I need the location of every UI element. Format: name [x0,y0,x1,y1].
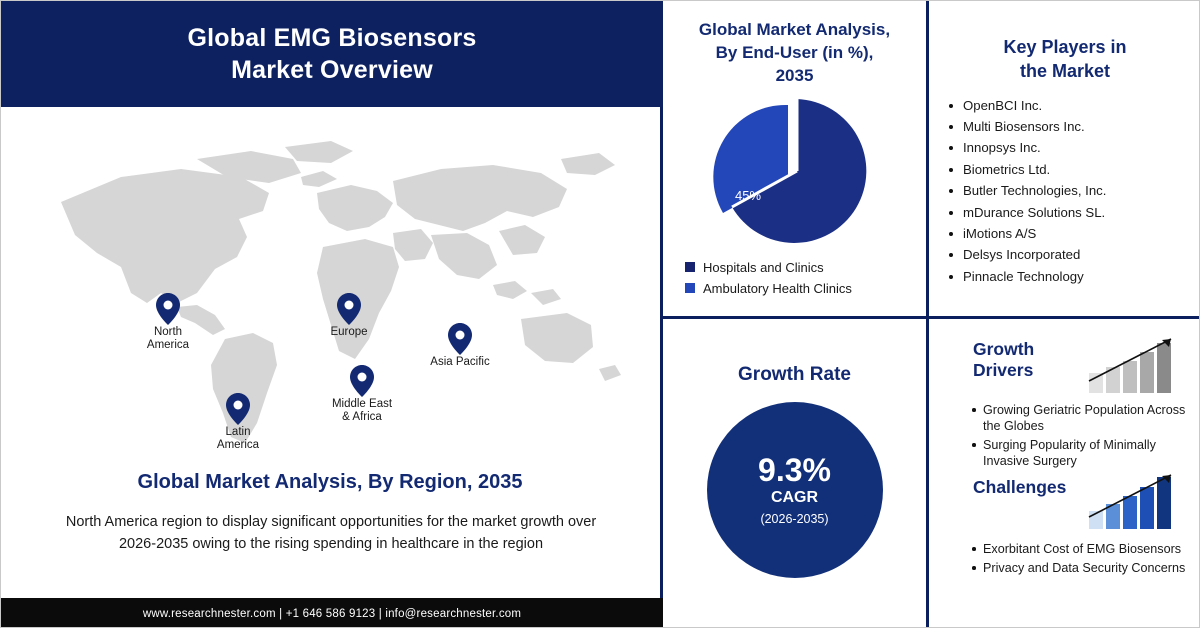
location-pin-icon [226,393,250,425]
cagr-unit: CAGR [770,489,819,507]
key-players-title-line1: Key Players in [1003,37,1127,57]
cagr-value: 9.3% [758,451,831,488]
legend-label: Hospitals and Clinics [703,259,824,275]
map-pin-europe [289,293,409,339]
growth-drivers-title-line2: Drivers [973,360,1034,380]
list-item: iMotions A/S [963,226,1191,243]
cagr-period: (2026-2035) [760,512,829,527]
legend-swatch-icon [685,262,695,272]
location-pin-icon [350,365,374,397]
end-user-title-line2: By End-User (in %), [715,42,874,62]
key-players-panel [929,1,1200,319]
left-panel [1,1,663,628]
list-item: Multi Biosensors Inc. [963,119,1191,136]
cagr-circle-body [707,402,883,578]
list-item: Butler Technologies, Inc. [963,183,1191,200]
list-item: Pinnacle Technology [963,269,1191,286]
list-item: mDurance Solutions SL. [963,205,1191,222]
location-pin-icon [156,293,180,325]
legend-label: Ambulatory Health Clinics [703,280,852,296]
end-user-title [663,1,926,88]
map-pin-middle-east-africa [302,365,422,424]
end-user-panel [663,1,929,319]
page-title-line1: Global EMG Biosensors [187,23,477,52]
legend-item [685,260,926,275]
pie-chart-svg [700,96,890,246]
location-pin-icon [448,323,472,355]
list-item: Growing Geriatric Population Across the Globes [983,402,1189,434]
location-pin-icon [337,293,361,325]
region-analysis-description: North America region to display significant opportunities for the market growth over 2026-2035 owing to the rising spending in healthcare in the region [65,514,597,553]
list-item: Biometrics Ltd. [963,162,1191,179]
footer-contact-bar [1,598,663,628]
end-user-title-line1: Global Market Analysis, [698,20,891,39]
growth-rate-panel [663,319,929,628]
key-players-title [929,1,1200,84]
growth-drivers-list [983,402,1189,472]
footer-contact-text: www.researchnester.com | +1 646 586 9123 | info@researchnester.com [142,607,522,620]
challenges-bar-chart-icon [1085,471,1185,531]
map-pin-label: Asia Pacific [430,356,490,368]
world-map [1,107,659,462]
page-title [188,22,477,87]
pie-slice-label-45: 45% [735,187,762,203]
map-pin-north-america [108,293,228,352]
map-pin-latin-america [178,393,298,452]
list-item: Innopsys Inc. [963,140,1191,157]
challenges-title: Challenges [973,477,1067,497]
map-pin-asia-pacific [400,323,520,369]
legend-item [685,281,926,296]
map-pin-label: North America [146,326,190,352]
key-players-list [929,98,1200,286]
end-user-title-line3: 2035 [775,65,814,85]
map-pin-label: Europe [330,326,368,338]
list-item: Privacy and Data Security Concerns [983,560,1189,576]
region-analysis-heading: Global Market Analysis, By Region, 2035 [137,471,523,493]
page-title-line2: Market Overview [231,56,433,84]
key-players-title-line2: the Market [1019,61,1111,82]
title-bar [1,1,663,107]
list-item: OpenBCI Inc. [963,98,1191,115]
growth-drivers-title-line1: Growth [973,339,1035,359]
map-pin-label: Middle East & Africa [331,398,393,424]
legend-swatch-icon [685,283,695,293]
list-item: Exorbitant Cost of EMG Biosensors [983,541,1189,557]
map-pin-label: Latin America [216,426,260,452]
list-item: Surging Popularity of Minimally Invasive Surgery [983,437,1189,469]
growth-drivers-bar-chart-icon [1085,335,1185,395]
growth-rate-title: Growth Rate [738,364,851,385]
challenges-list [983,541,1189,579]
list-item: Delsys Incorporated [963,247,1191,264]
end-user-pie-chart [663,96,926,246]
drivers-challenges-panel [929,319,1200,628]
cagr-circle [707,402,883,578]
end-user-legend [663,260,926,296]
growth-drivers-title [973,339,1034,381]
